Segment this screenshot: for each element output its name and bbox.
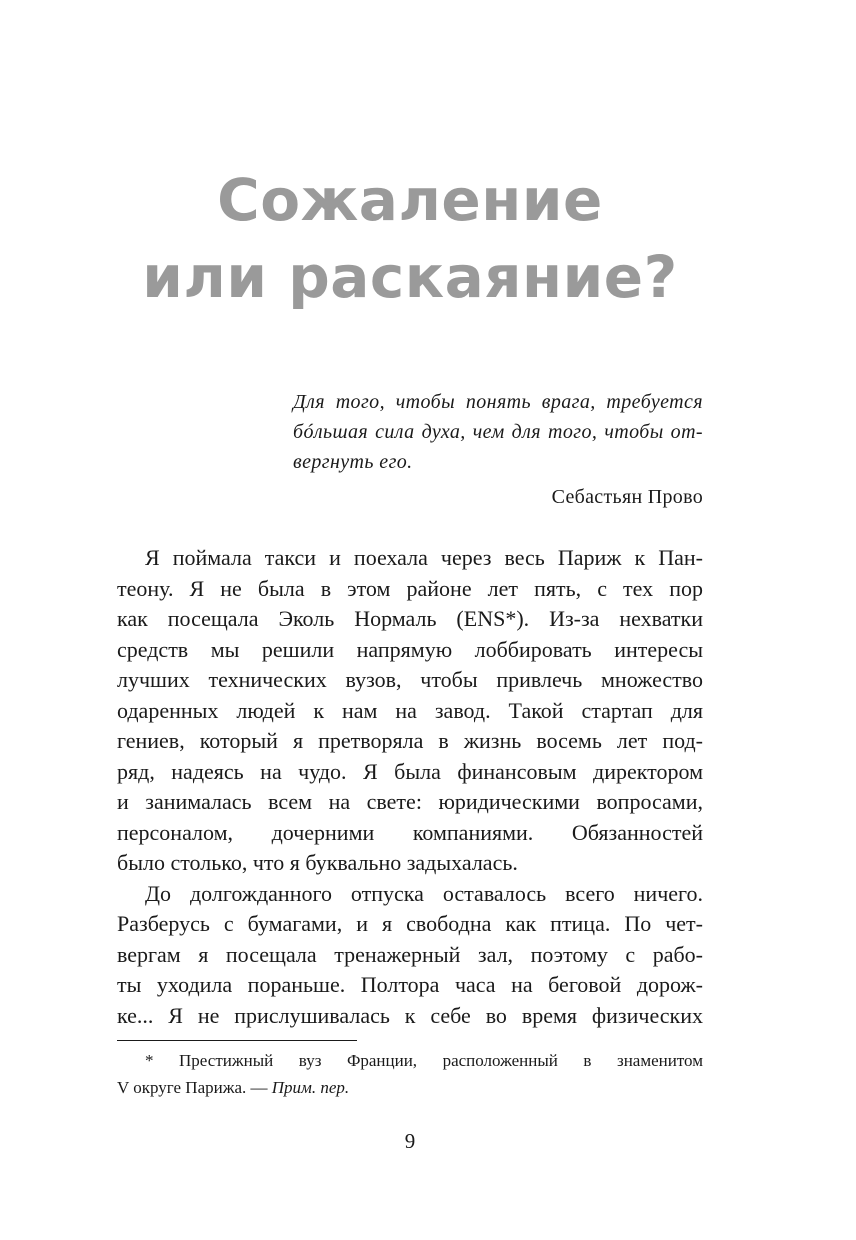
epigraph-line: бóльшая сила духа, чем для того, чтобы от- — [293, 421, 703, 443]
body-line: ряд, надеясь на чудо. Я была финансовым директором — [117, 758, 703, 784]
body-line: средств мы решили напрямую лоббировать интересы — [117, 636, 703, 662]
body-line: было столько, что я буквально задыхалась. — [117, 850, 518, 875]
epigraph-line: вергнуть его. — [293, 451, 413, 473]
body-line: как посещала Эколь Нормаль (ENS*). Из-за нехватки — [117, 606, 703, 631]
footnote-line — [117, 1074, 703, 1101]
body-line: и занималась всем на свете: юридическими вопросами, — [117, 789, 703, 814]
body-line: одаренных людей к нам на завод. Такой стартап для — [117, 697, 703, 723]
translator-note: Прим. пер. — [271, 1078, 350, 1097]
body-line: персоналом, дочерними компаниями. Обязанностей — [117, 819, 703, 845]
chapter-title — [0, 162, 820, 316]
footnote — [117, 1047, 703, 1101]
body-line: ты уходила пораньше. Полтора часа на беговой дорож- — [117, 972, 703, 997]
epigraph-author: Себастьян Прово — [551, 486, 703, 508]
body-line: До долгожданного отпуска оставалось всего ничего. — [145, 880, 703, 906]
body-line: теону. Я не была в этом районе лет пять, с тех пор — [117, 575, 703, 601]
body-line: гениев, который я претворяла в жизнь восемь лет под- — [117, 728, 703, 753]
body-line: ке... Я не прислушивалась к себе во время физических — [117, 1002, 703, 1028]
page-number: 9 — [404, 1129, 416, 1153]
footnote-line: * Престижный вуз Франции, расположенный в знаменитом — [145, 1051, 703, 1070]
epigraph-line: Для того, чтобы понять врага, требуется — [293, 391, 703, 413]
footnote-separator — [117, 1040, 357, 1041]
body-line: лучших технических вузов, чтобы привлечь множество — [117, 667, 703, 692]
body-line: Я поймала такси и поехала через весь Париж к Пан- — [145, 545, 703, 570]
body-line: Разберусь с бумагами, и я свободна как птица. По чет- — [117, 911, 703, 936]
body-text — [117, 543, 703, 1031]
body-line: вергам я посещала тренажерный зал, поэтому с рабо- — [117, 941, 703, 967]
chapter-title-line-1: Сожаление — [217, 166, 603, 234]
footnote-text: V округе Парижа. — — [117, 1078, 272, 1097]
chapter-title-line-2: или раскаяние? — [142, 243, 678, 311]
epigraph — [293, 387, 703, 477]
